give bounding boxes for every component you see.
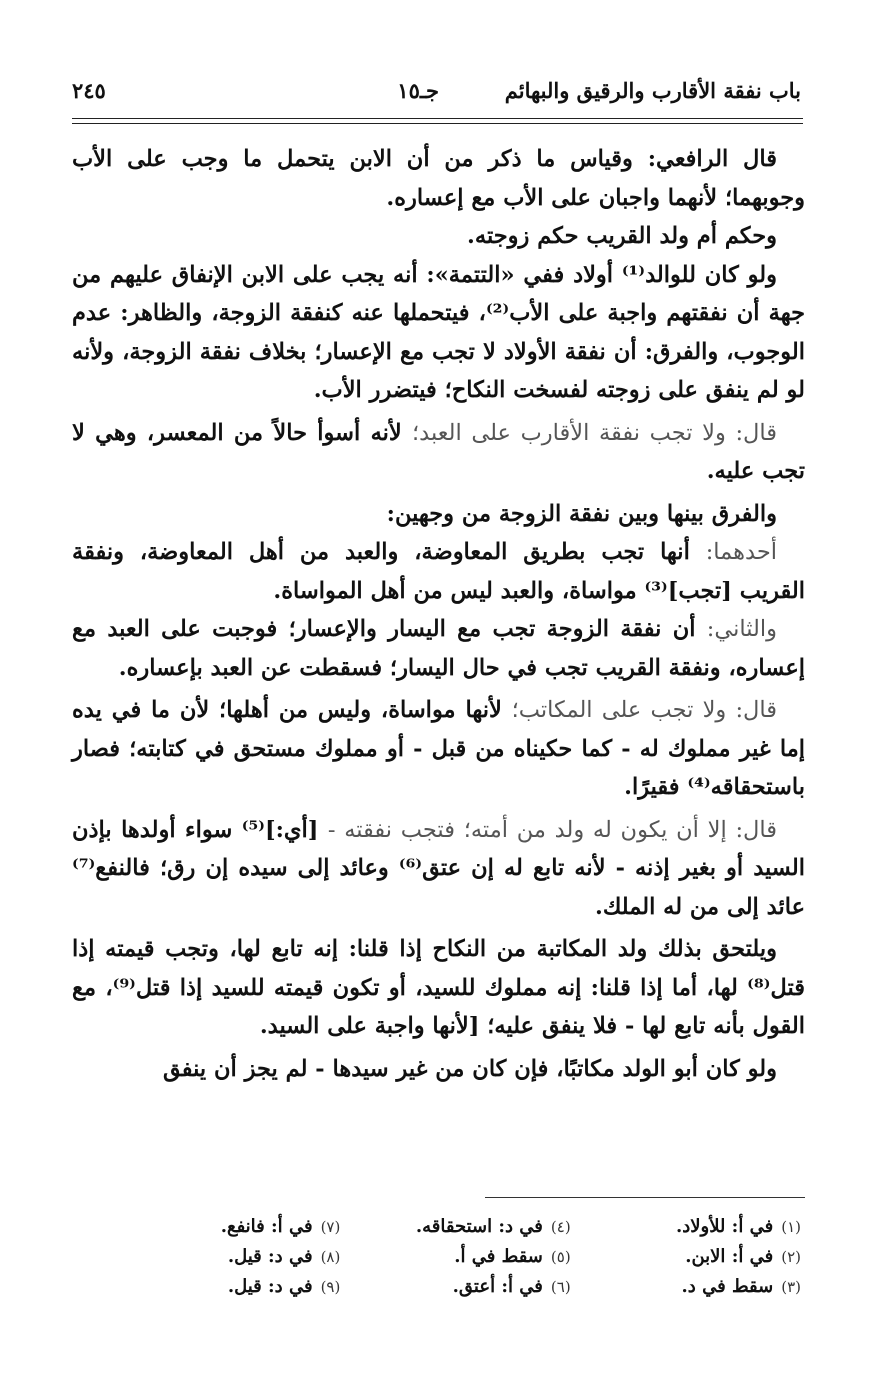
footnote: (٣)سقط في د.: [681, 1276, 801, 1297]
footnote: (٤)في د: استحقاقه.: [415, 1216, 571, 1237]
paragraph: قال الرافعي: وقياس ما ذكر من أن الابن يتحمل ما وجب على الأب وجوبهما؛ لأنهما واجبان على الأب مع إعساره.: [72, 146, 805, 211]
footnote: (٦)في أ: أعتق.: [452, 1276, 571, 1297]
footnotes: [110, 1212, 801, 1302]
footnote-separator: [485, 1197, 805, 1198]
footnote: (٩)في د: قيل.: [227, 1276, 341, 1297]
footnote: (٥)سقط في أ.: [454, 1246, 571, 1267]
footnote: (٨)في د: قيل.: [227, 1246, 341, 1267]
chapter-title: باب نفقة الأقارب والرقيق والبهائم: [504, 78, 801, 103]
footnote-column: [571, 1212, 801, 1302]
paragraph: والفرق بينها وبين نفقة الزوجة من وجهين:: [386, 500, 777, 527]
paragraph: ولو كان للوالد⁽¹⁾ أولاد ففي «التتمة»: أنه يجب على الابن الإنفاق عليهم من جهة أن نفقتهم واجبة على الأب⁽²⁾، فيتحملها عنه كنفقة الزوجة، والظاهر: عدم الوجوب، والفرق: أن نفقة الأولاد لا تجب مع الإعسار؛ بخلاف نفقة الزوجة، ولأنه لو لم ينفق على زوجته لفسخت النكاح؛ فيتضرر الأب.: [72, 261, 805, 403]
footnote: (٢)في أ: الابن.: [685, 1246, 801, 1267]
paragraph: ويلتحق بذلك ولد المكاتبة من النكاح إذا قلنا: إنه تابع لها، وتجب قيمته إذا قتل⁽⁸⁾ لها، أما إذا قلنا: إنه مملوك للسيد، أو تكون قيمته للسيد إذا قتل⁽⁹⁾، مع القول بأنه تابع لها - فلا ينفق عليه؛ [لأنها واجبة على السيد.: [72, 936, 805, 1039]
volume-label: جـ١٥: [397, 78, 439, 103]
header-rule-thin: [72, 123, 803, 124]
header-rule: [72, 118, 803, 119]
footnote: (١)في أ: للأولاد.: [675, 1216, 801, 1237]
paragraph: ولو كان أبو الولد مكاتبًا، فإن كان من غير سيدها - لم يجز أن ينفق: [162, 1055, 777, 1082]
footnote: (٧)في أ: فانفع.: [220, 1216, 341, 1237]
running-header: [72, 78, 801, 114]
footnote-column: [110, 1212, 340, 1302]
paragraph: قال: ولا تجب على المكاتب؛ لأنها مواساة، وليس من أهلها؛ لأن ما في يده إما غير مملوك له - كما حكيناه من قبل - أو مملوك مستحق في كتابته؛ فصار باستحقاقه⁽⁴⁾ فقيرًا.: [72, 697, 805, 800]
paragraph: أحدهما: أنها تجب بطريق المعاوضة، والعبد من أهل المعاوضة، ونفقة القريب [تجب]⁽³⁾ مواساة، والعبد ليس من أهل المواساة.: [72, 539, 805, 604]
paragraph: قال: ولا تجب نفقة الأقارب على العبد؛ لأنه أسوأ حالاً من المعسر، وهي لا تجب عليه.: [72, 419, 805, 484]
footnote-column: [340, 1212, 570, 1302]
main-text: [72, 140, 805, 1088]
paragraph: قال: إلا أن يكون له ولد من أمته؛ فتجب نفقته - [أي:]⁽⁵⁾ سواء أولدها بإذن السيد أو بغير إذنه - لأنه تابع له إن عتق⁽⁶⁾ وعائد إلى سيده إن رق؛ فالنفع⁽⁷⁾ عائد إلى من له الملك.: [72, 816, 805, 920]
paragraph: والثاني: أن نفقة الزوجة تجب مع اليسار والإعسار؛ فوجبت على العبد مع إعساره، ونفقة القريب تجب في حال اليسار؛ فسقطت عن العبد بإعساره.: [72, 616, 805, 681]
page-number: ٢٤٥: [72, 78, 106, 103]
paragraph: وحكم أم ولد القريب حكم زوجته.: [467, 223, 777, 249]
